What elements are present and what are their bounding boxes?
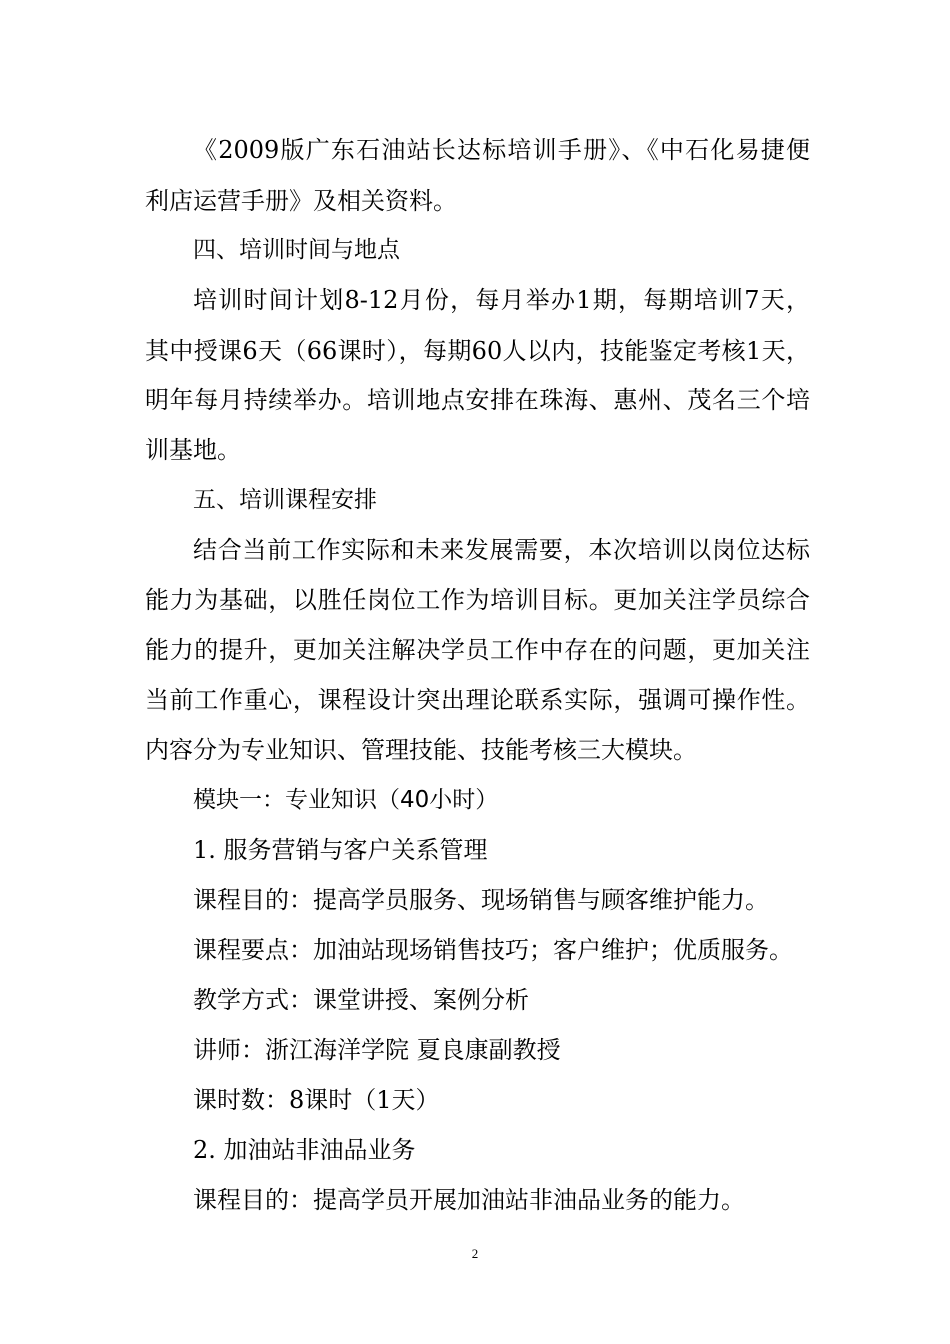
course-detail: 讲师：浙江海洋学院 夏良康副教授 [193,1036,561,1064]
course-detail: 课程目的：提高学员开展加油站非油品业务的能力。 [193,1186,745,1214]
text-line: 明年每月持续举办。培训地点安排在珠海、惠州、茂名三个培 [145,386,810,414]
course-detail: 课程要点：加油站现场销售技巧；客户维护；优质服务。 [193,936,793,964]
course-title: 1. 服务营销与客户关系管理 [193,836,488,864]
course-detail: 课时数：8课时（1天） [193,1086,440,1114]
module-heading: 模块一：专业知识（40小时） [193,787,499,813]
section-heading: 四、培训时间与地点 [193,237,400,263]
section-heading: 五、培训课程安排 [193,487,377,513]
text-line: 当前工作重心，课程设计突出理论联系实际，强调可操作性。 [145,686,810,714]
page-number: 2 [471,1246,479,1261]
text-line: 结合当前工作实际和未来发展需要，本次培训以岗位达标 [193,536,810,564]
text-line: 其中授课6天（66课时），每期60人以内，技能鉴定考核1天， [145,337,810,365]
text-line: 内容分为专业知识、管理技能、技能考核三大模块。 [145,736,697,764]
course-detail: 教学方式：课堂讲授、案例分析 [193,986,529,1014]
text-line: 利店运营手册》及相关资料。 [145,187,457,215]
course-detail: 课程目的：提高学员服务、现场销售与顾客维护能力。 [193,886,769,914]
text-line: 训基地。 [145,436,241,464]
text-line: 能力为基础，以胜任岗位工作为培训目标。更加关注学员综合 [145,586,810,614]
text-line: 能力的提升，更加关注解决学员工作中存在的问题，更加关注 [145,636,810,664]
text-line: 培训时间计划8-12月份，每月举办1期，每期培训7天， [193,286,810,314]
course-title: 2. 加油站非油品业务 [193,1136,416,1164]
text-line: 《2009版广东石油站长达标培训手册》、《中石化易捷便 [193,136,810,164]
